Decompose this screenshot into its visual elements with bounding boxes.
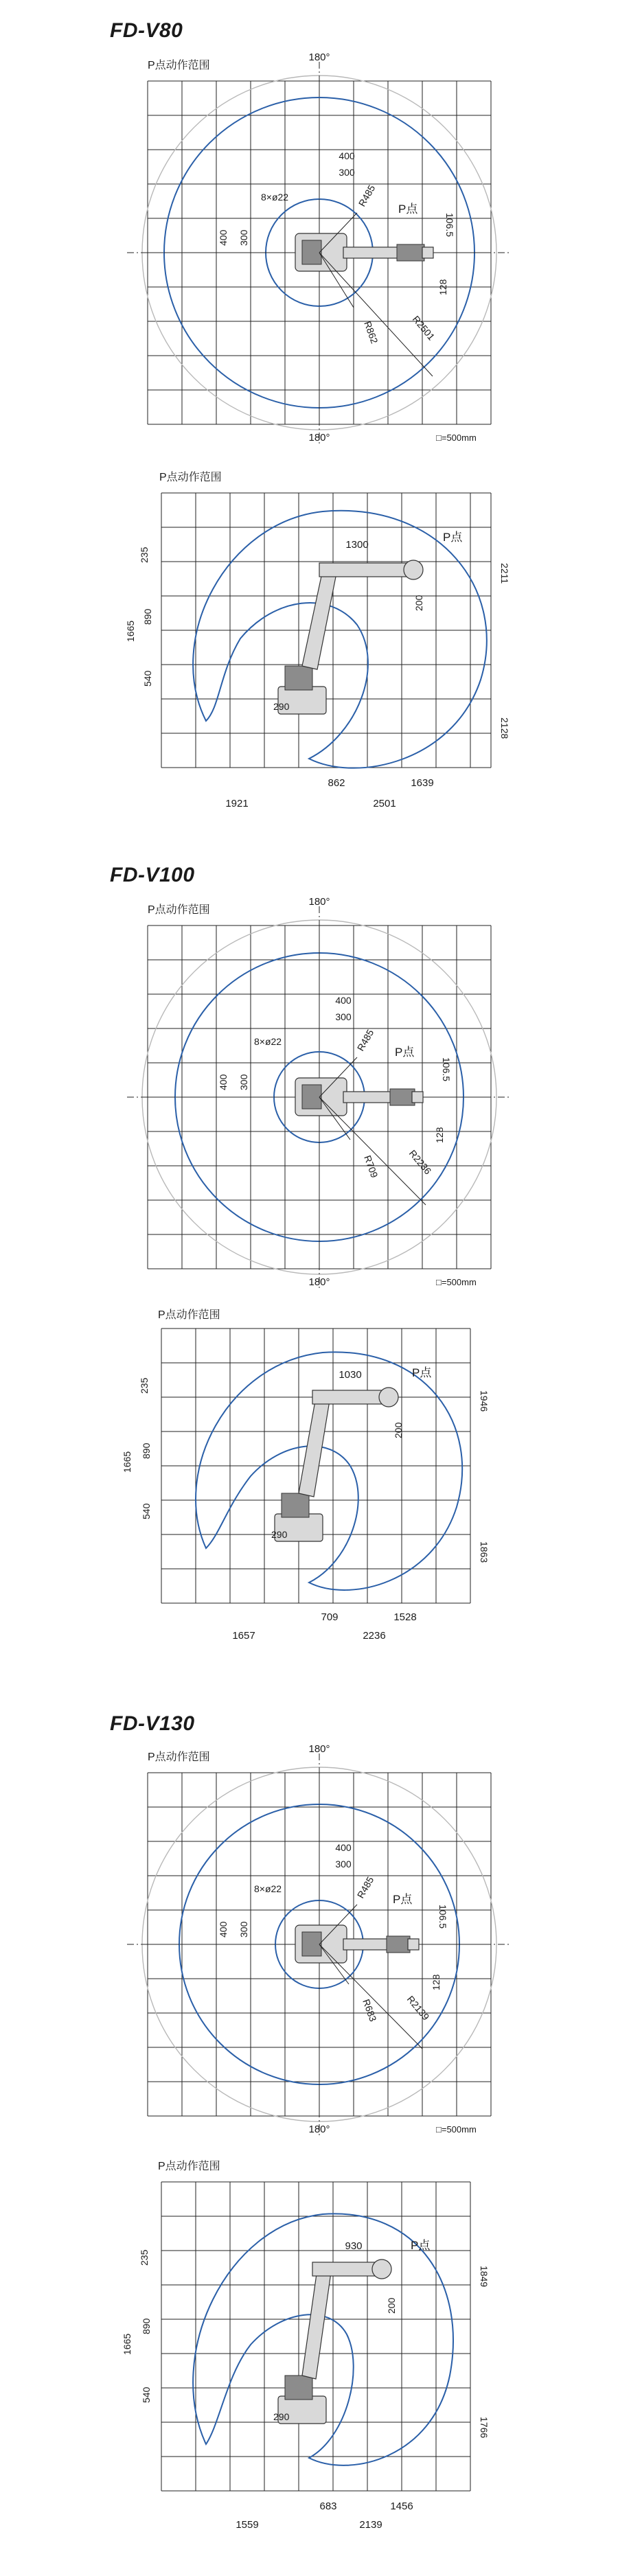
- p-point-range-path: [196, 1352, 462, 1590]
- radius-line-large: [319, 253, 433, 376]
- r-small: R485: [356, 183, 378, 209]
- dim-540: 540: [141, 2387, 152, 2403]
- area-label: P点动作范围: [158, 1309, 220, 1321]
- top-view-diagram-fd-v100: [0, 893, 618, 1304]
- angle-top: 180°: [308, 51, 330, 63]
- dim-v400: 400: [218, 229, 229, 246]
- area-label: P点动作范围: [148, 1751, 210, 1763]
- dim-back: 1921: [225, 798, 249, 809]
- r-mid: R683: [360, 1997, 379, 2023]
- dim-upper: 1946: [479, 1390, 490, 1412]
- dim-1665: 1665: [122, 1451, 133, 1473]
- dim-1665: 1665: [122, 2333, 133, 2355]
- r-small: R485: [354, 1874, 376, 1900]
- dim-1665: 1665: [125, 620, 136, 642]
- model-title-fd-v100: FD-V100: [110, 864, 195, 886]
- r-large: R2139: [404, 1993, 432, 2023]
- dim-128: 128: [431, 1974, 442, 1990]
- dim-v400: 400: [218, 1921, 229, 1937]
- robot-top: [295, 233, 433, 271]
- dim-v300: 300: [238, 1921, 249, 1937]
- dim-lower: 1863: [479, 1541, 490, 1563]
- angle-top: 180°: [308, 1743, 330, 1755]
- dim-lower: 2128: [499, 717, 510, 739]
- model-title-fd-v80: FD-V80: [110, 19, 183, 42]
- dim-front: 1639: [411, 777, 434, 789]
- dim-back: 1657: [232, 1630, 255, 1642]
- holes-label: 8×ø22: [254, 1883, 282, 1894]
- dim-total: 2236: [363, 1630, 386, 1642]
- side-view-diagram-fd-v100: [0, 1301, 618, 1658]
- side-view-diagram-fd-v80: [0, 460, 618, 844]
- dim-total: 2139: [359, 2519, 382, 2531]
- dim-540: 540: [142, 670, 153, 687]
- radius-line-large: [319, 1097, 426, 1205]
- r-small: R485: [354, 1027, 376, 1053]
- r-mid: R709: [362, 1153, 380, 1180]
- holes-label: 8×ø22: [254, 1036, 282, 1047]
- robot-top: [295, 1078, 423, 1116]
- angle-bottom: 180°: [308, 432, 330, 444]
- p-point-range-path: [193, 511, 487, 768]
- p-point-label: P点: [412, 1366, 432, 1379]
- side-view-diagram-fd-v130: [0, 2149, 618, 2561]
- grid: [161, 493, 491, 768]
- top-view-diagram-fd-v80: [0, 48, 618, 460]
- dim-128: 128: [437, 279, 448, 295]
- dim-v300: 300: [238, 1074, 249, 1090]
- dim-inner: 862: [328, 777, 345, 789]
- angle-bottom: 180°: [308, 2124, 330, 2135]
- holes-label: 8×ø22: [261, 192, 289, 203]
- dim-200: 200: [386, 2297, 397, 2314]
- dim-235: 235: [139, 1377, 150, 1394]
- top-view-diagram-fd-v130: [0, 1740, 618, 2152]
- dim-890: 890: [142, 608, 153, 625]
- reach-dim: 930: [345, 2240, 363, 2252]
- dim-200: 200: [393, 1422, 404, 1438]
- dim-290: 290: [273, 2411, 290, 2422]
- dim-300: 300: [335, 1011, 352, 1022]
- dim-400: 400: [339, 150, 355, 161]
- dim-upper: 1849: [479, 2266, 490, 2288]
- p-point-label: P点: [395, 1046, 415, 1059]
- dim-inner: 709: [321, 1611, 339, 1623]
- grid-note: □=500mm: [436, 2124, 477, 2135]
- dim-106-5: 106.5: [444, 213, 455, 238]
- dim-300: 300: [339, 167, 355, 178]
- dim-inner: 683: [319, 2500, 337, 2512]
- r-large: R2501: [410, 313, 437, 343]
- dim-106-5: 106.5: [437, 1905, 448, 1929]
- angle-bottom: 180°: [308, 1276, 330, 1288]
- dim-300: 300: [335, 1859, 352, 1870]
- dim-128: 128: [434, 1127, 445, 1143]
- p-point-label: P点: [411, 2239, 431, 2252]
- p-point-label: P点: [393, 1893, 413, 1906]
- p-point-label: P点: [443, 531, 463, 544]
- dim-front: 1528: [393, 1611, 417, 1623]
- grid-note: □=500mm: [436, 433, 477, 443]
- dim-back: 1559: [236, 2519, 259, 2531]
- reach-dim: 1030: [339, 1369, 362, 1381]
- robot-top: [295, 1925, 419, 1963]
- dim-235: 235: [139, 547, 150, 563]
- dim-400: 400: [335, 1842, 352, 1853]
- r-large: R2236: [407, 1147, 434, 1177]
- reach-dim: 1300: [345, 539, 369, 551]
- model-title-fd-v130: FD-V130: [110, 1712, 195, 1735]
- dim-540: 540: [141, 1503, 152, 1519]
- dim-106-5: 106.5: [441, 1057, 452, 1082]
- dim-890: 890: [141, 1442, 152, 1459]
- r-mid: R862: [362, 319, 380, 345]
- area-label: P点动作范围: [148, 904, 210, 916]
- grid-note: □=500mm: [436, 1277, 477, 1287]
- dim-total: 2501: [373, 798, 396, 809]
- area-label: P点动作范围: [148, 60, 210, 71]
- dim-890: 890: [141, 2318, 152, 2334]
- area-label: P点动作范围: [158, 2161, 220, 2172]
- dim-200: 200: [413, 595, 424, 611]
- dim-400: 400: [335, 995, 352, 1006]
- radius-line-large: [319, 1944, 422, 2049]
- dim-v400: 400: [218, 1074, 229, 1090]
- robot-side: [278, 560, 423, 714]
- dim-235: 235: [139, 2249, 150, 2266]
- dim-lower: 1766: [479, 2417, 490, 2439]
- dim-upper: 2211: [499, 563, 510, 584]
- dim-290: 290: [271, 1529, 288, 1540]
- dim-front: 1456: [390, 2500, 413, 2512]
- robot-side: [278, 2259, 391, 2424]
- angle-top: 180°: [308, 896, 330, 908]
- robot-side: [275, 1388, 398, 1541]
- dim-v300: 300: [238, 229, 249, 246]
- area-label: P点动作范围: [159, 472, 222, 483]
- p-point-label: P点: [398, 203, 418, 216]
- dim-290: 290: [273, 701, 290, 712]
